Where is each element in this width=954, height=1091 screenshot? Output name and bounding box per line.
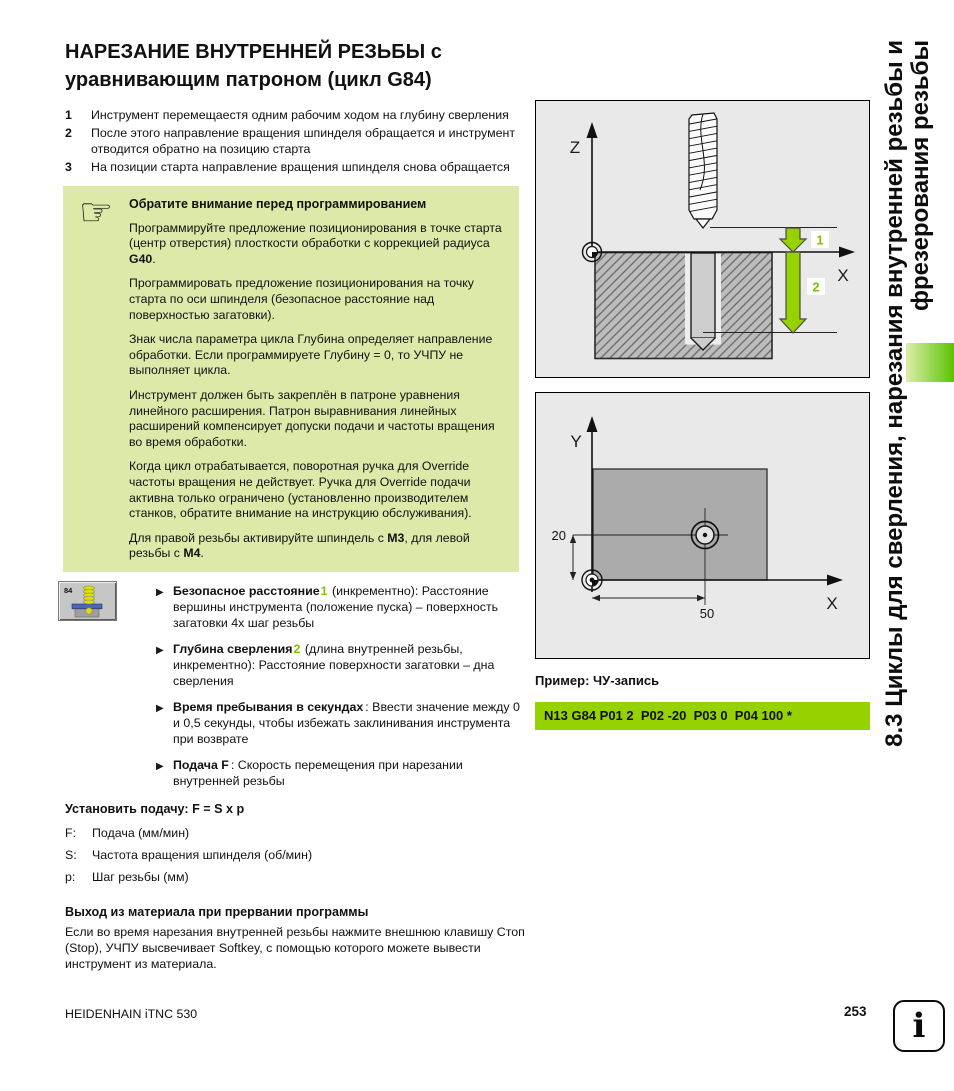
z-axis-label: Z	[569, 138, 581, 157]
step-text: Инструмент перемещаестя одним рабочим ходом на глубину сверления	[91, 108, 509, 122]
dimension-x-value: 50	[699, 606, 715, 621]
note-text: , для левой резьбы с	[129, 530, 470, 561]
feed-key: S:	[65, 847, 77, 862]
note-paragraph: Программировать предложение позиционирования на точку старта по оси шпинделя (безопасное расстояние над поверхностью загатовки).	[129, 276, 474, 322]
main-column	[64, 38, 525, 972]
bullet-triangle-icon: ▶	[156, 586, 164, 598]
workpiece-section	[595, 253, 772, 359]
info-icon-glyph: i	[912, 1006, 926, 1046]
feed-legend	[65, 822, 521, 888]
callout-1	[811, 231, 829, 248]
feed-value: Подача (мм/мин)	[92, 825, 190, 840]
attention-note-box	[63, 186, 519, 572]
parameter-item	[158, 757, 520, 789]
note-paragraph: Знак числа параметра цикла Глубина определяет направление обработки. Если программируете Глубину = 0, то УЧПУ не выполняет цикла.	[129, 332, 493, 378]
example-heading: Пример: ЧУ-запись	[535, 673, 660, 688]
page-title-line2: уравнивающим патроном (цикл G84)	[65, 69, 432, 91]
parameter-text: : Скорость перемещения при нарезании внутренней резьбы	[173, 757, 463, 788]
cycle-step	[65, 107, 521, 123]
parameters-list	[158, 583, 520, 789]
x-axis-label: X	[826, 594, 838, 613]
info-icon	[893, 1000, 945, 1052]
cycle-steps-list	[65, 107, 521, 175]
parameter-label: Глубина сверления	[173, 641, 293, 656]
chapter-sidebar-line1: 8.3 Циклы для сверления, нарезания внутренней резьбы и	[881, 40, 908, 747]
retract-text: Если во время нарезания внутренней резьбы нажмите внешнюю клавишу Стоп (Stop), УЧПУ высвечивает Softkey, с помощью которого можете вывести инструмент из материала.	[65, 924, 525, 971]
parameter-item	[158, 699, 520, 747]
step-number: 3	[65, 160, 72, 174]
dimension-y-value: 20	[551, 528, 566, 543]
parameter-label: Подача F	[173, 757, 229, 772]
nc-code-block: N13 G84 P01 2 P02 -20 P03 0 P04 100 *	[535, 702, 870, 730]
note-text: Для правой резьбы активируйте шпиндель с	[129, 530, 388, 545]
callout-2	[807, 278, 825, 295]
workpiece-plan	[593, 469, 767, 580]
parameters-section	[65, 581, 521, 789]
zx-section-diagram	[535, 100, 870, 378]
feed-legend-row	[65, 866, 521, 888]
parameter-text: (инкрементно): Расстояние вершины инструмента (положение пуска) – поверхность загатовки 4x шаг резьбы	[173, 583, 499, 630]
tap-tool	[689, 113, 717, 228]
page-title-line1: НАРЕЗАНИЕ ВНУТРЕННЕЙ РЕЗЬБЫ с	[65, 41, 442, 63]
chapter-sidebar-line2: фрезерования резьбы	[907, 40, 934, 312]
note-paragraph	[129, 221, 509, 268]
bullet-triangle-icon: ▶	[156, 760, 164, 772]
y-axis-label: Y	[570, 432, 582, 451]
parameter-text: (длина внутренней резьбы, инкрементно): Расстояние поверхности загатовки – дна сверления	[173, 641, 495, 688]
feed-value: Шаг резьбы (мм)	[92, 869, 189, 884]
xy-plan-diagram	[535, 392, 870, 659]
note-body	[129, 196, 511, 562]
bullet-triangle-icon: ▶	[156, 644, 164, 656]
note-paragraph: Когда цикл отрабатывается, поворотная ручка для Override частоты вращения не действует. Ручка для Override подачи активна только ограничено (установленно производителем станков, обратите внимание на инструкцию обслуживания).	[129, 459, 472, 521]
drill-hole	[691, 253, 715, 338]
retract-heading: Выход из материала при прервании программы	[65, 904, 369, 919]
note-paragraph	[129, 531, 509, 562]
note-bold-code: G40	[129, 251, 153, 266]
note-icon-column	[63, 192, 129, 562]
step-text: На позиции старта направление вращения шпинделя снова обращается	[91, 160, 510, 174]
pointing-hand-icon: ☞	[78, 192, 114, 234]
note-bold-code: M4	[183, 546, 201, 561]
parameter-item	[158, 583, 520, 631]
note-paragraph: Инструмент должен быть закреплён в патроне уравнения линейного расширения. Патрон выравнивания линейных расширений компенсирует допуски подачи и частоты вращения во время обработки.	[129, 387, 495, 449]
feed-key: p:	[65, 869, 76, 884]
parameter-label: Время пребывания в секундах	[173, 699, 364, 714]
cycle-step	[65, 125, 521, 157]
callout-1-number: 1	[816, 232, 824, 248]
note-bold-code: M3	[387, 530, 405, 545]
x-axis-label: X	[837, 266, 849, 285]
cycle-g84-softkey-icon	[58, 581, 117, 621]
bullet-triangle-icon: ▶	[156, 702, 164, 714]
feed-value: Частота вращения шпинделя (об/мин)	[92, 847, 313, 862]
softkey-number-label: 84	[64, 585, 73, 595]
feed-legend-row	[65, 822, 521, 844]
parameter-ref-number: 1	[320, 583, 328, 598]
note-text: .	[200, 546, 204, 561]
feed-legend-row	[65, 844, 521, 866]
footer-product-name: HEIDENHAIN iTNC 530	[65, 1007, 198, 1021]
note-heading: Обратите внимание перед программированием	[129, 197, 427, 211]
cycle-step	[65, 159, 521, 175]
step-number: 2	[65, 126, 72, 140]
note-text: Программируйте предложение позиционирования в точке старта (центр отверстия) плосткости обработки с коррекцией радиуса	[129, 220, 502, 251]
page-title	[65, 38, 521, 94]
feed-key: F:	[65, 825, 77, 840]
page-number: 253	[844, 1004, 867, 1019]
parameter-ref-number: 2	[293, 641, 301, 656]
step-number: 1	[65, 108, 72, 122]
parameter-text: : Ввести значение между 0 и 0,5 секунды, чтобы избежать заклинивания инструмента при возврате	[173, 699, 520, 746]
feed-formula-heading: Установить подачу: F = S x p	[65, 801, 245, 816]
note-text: .	[152, 251, 156, 266]
callout-2-number: 2	[812, 279, 820, 295]
step-text: После этого направление вращения шпинделя обращается и инструмент отводится обратно на позицию старта	[91, 126, 516, 156]
parameter-item	[158, 641, 520, 689]
chapter-sidebar-title	[882, 40, 938, 832]
parameter-label: Безопасное расстояние	[173, 583, 320, 598]
